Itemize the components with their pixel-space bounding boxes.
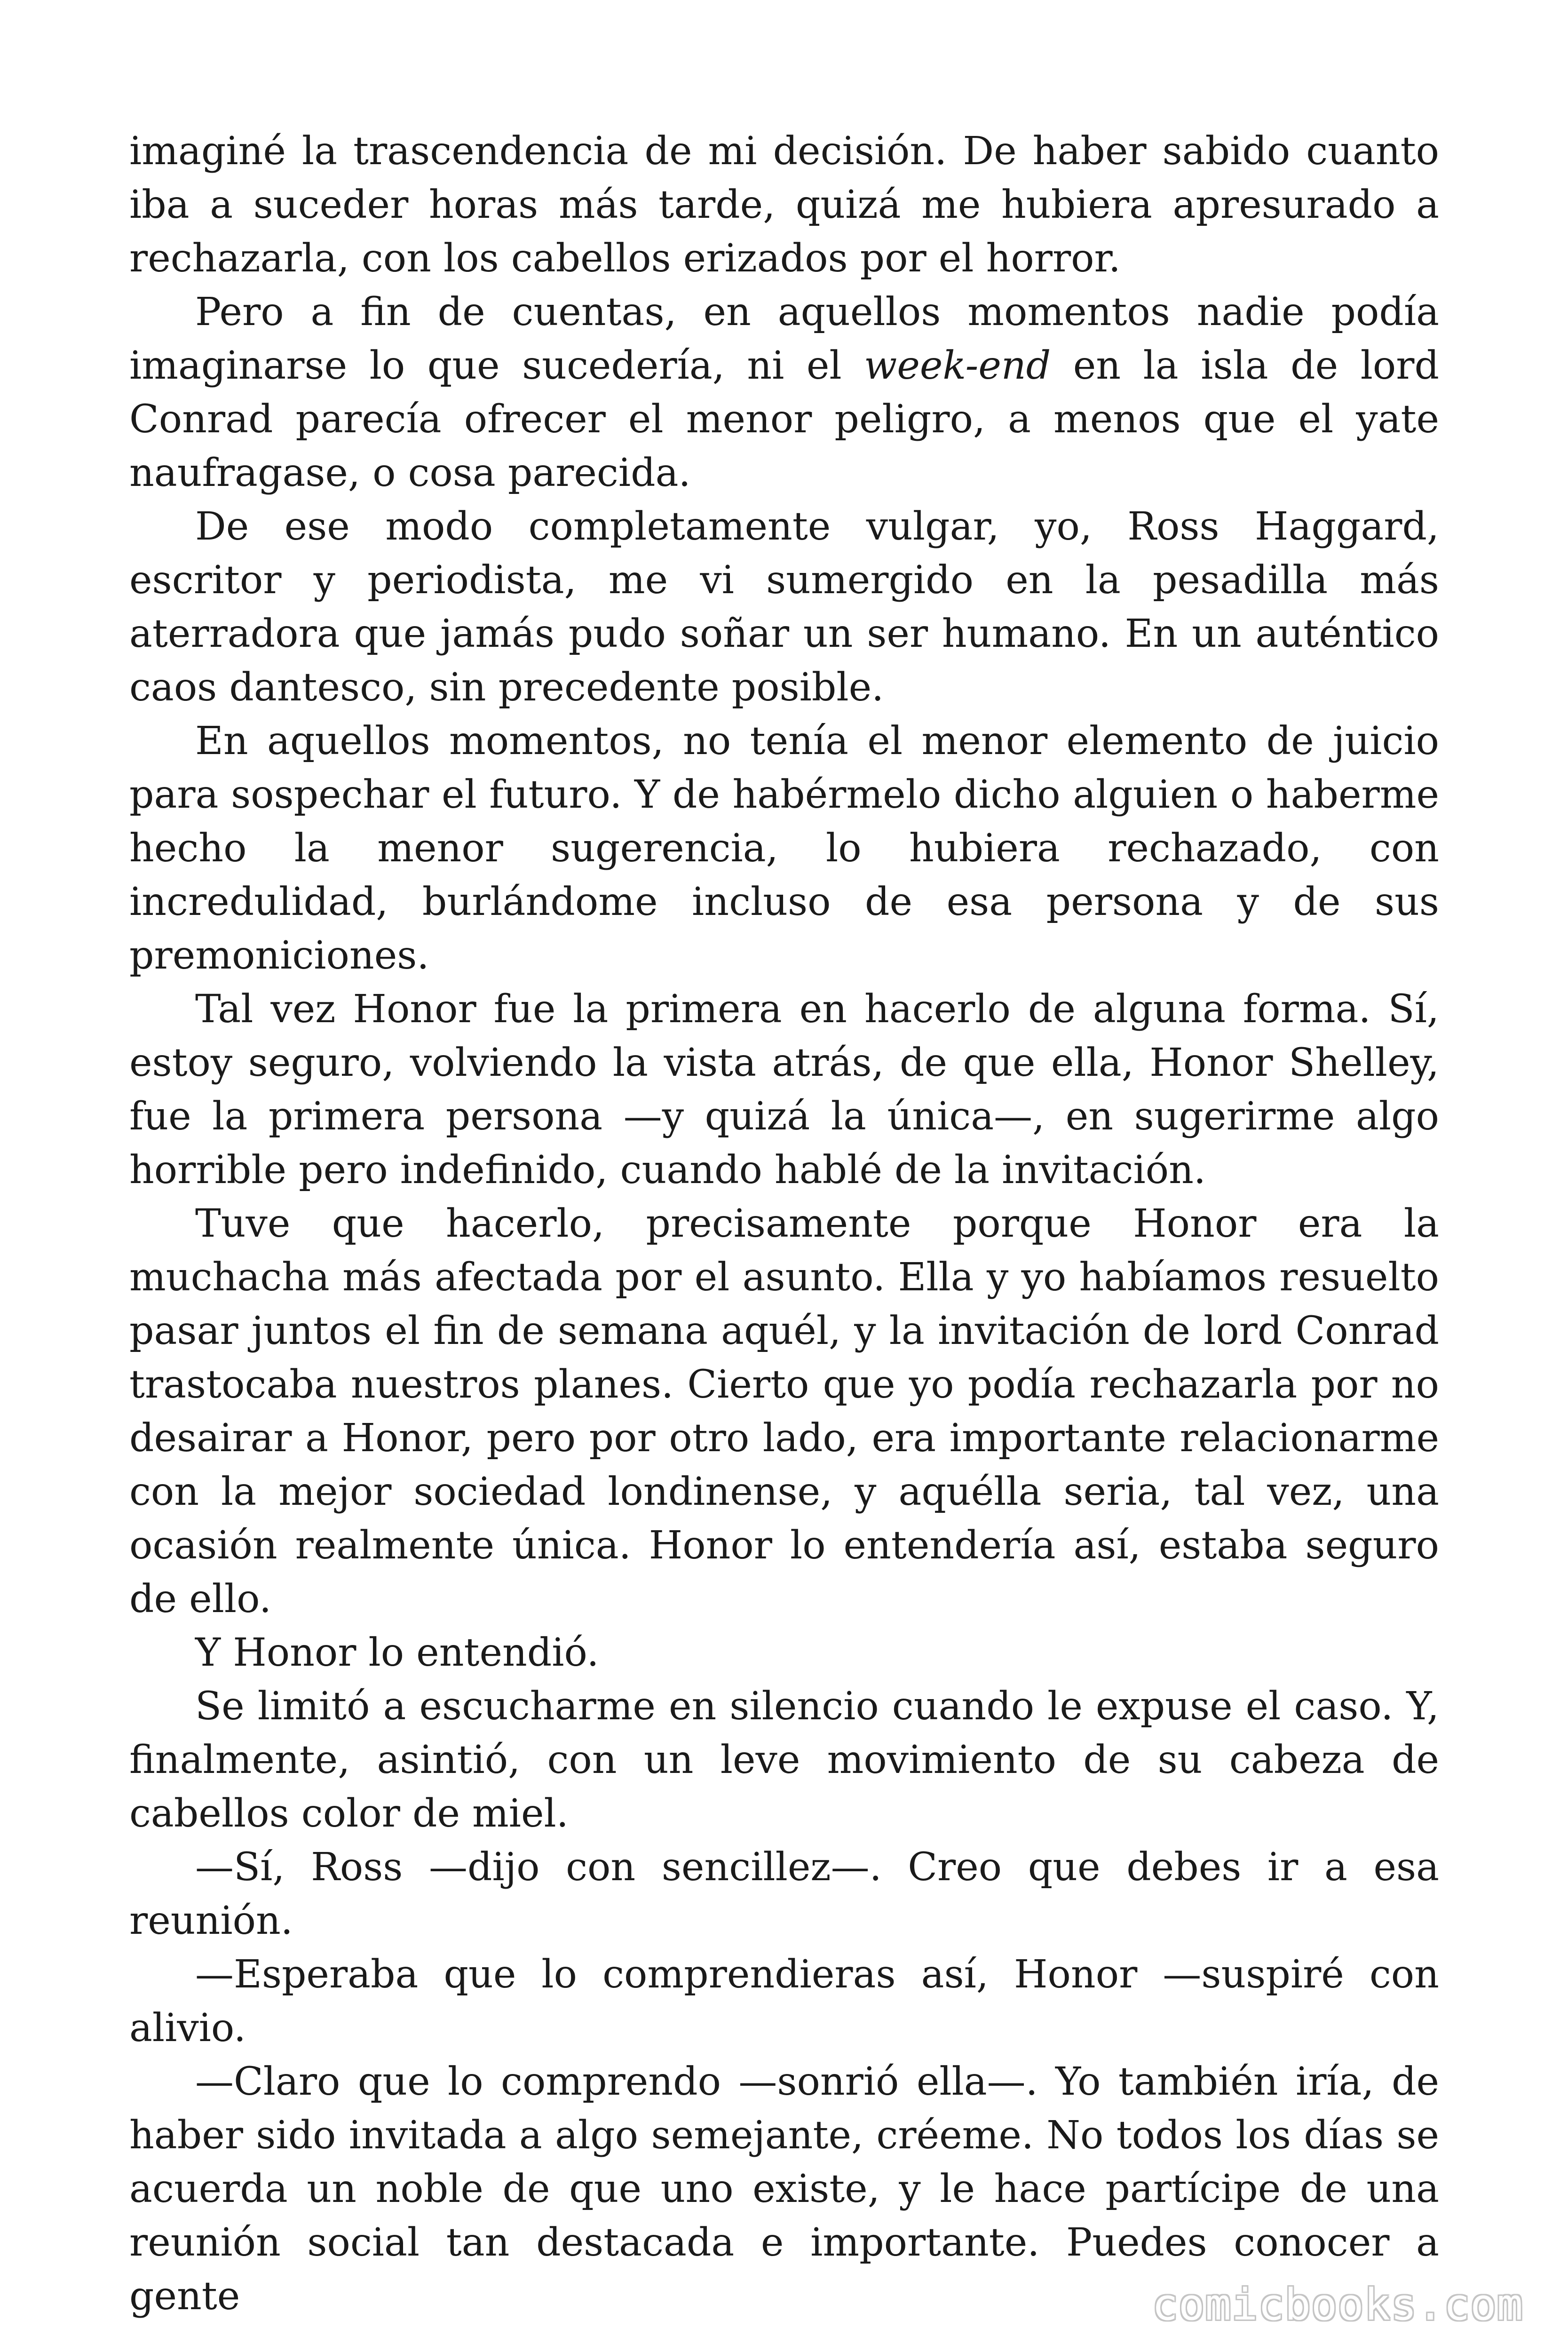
paragraph-2-start: Pero a fin de cuentas, en aquellos momentos nadie podía imaginarse lo que sucedería, ni el — [129, 290, 1439, 388]
paragraph-5: Tal vez Honor fue la primera en hacerlo de alguna forma. Sí, estoy seguro, volviendo la vista atrás, de que ella, Honor Shelley, fue la primera persona —y quizá la única—, en sugerirme algo horrible pero indefinido, cuando hablé de la invitación. — [129, 987, 1439, 1192]
paragraph-2-end: en la isla de lord Conrad parecía ofrecer el menor peligro, a menos que el yate naufragase, o cosa parecida. — [129, 343, 1439, 495]
paragraph-9: —Sí, Ross —dijo con sencillez—. Creo que debes ir a esa reunión. — [129, 1845, 1439, 1943]
italic-term: week-end — [864, 343, 1051, 388]
body-text — [129, 125, 1439, 2323]
paragraph-1: imaginé la trascendencia de mi decisión. De haber sabido cuanto iba a suceder horas más tarde, quizá me hubiera apresurado a rechazarla, con los cabellos erizados por el horror. — [129, 129, 1439, 281]
paragraph-10: —Esperaba que lo comprendieras así, Honor —suspiré con alivio. — [129, 1952, 1439, 2050]
paragraph-7: Y Honor lo entendió. — [195, 1630, 599, 1675]
paragraph-8: Se limitó a escucharme en silencio cuando le expuse el caso. Y, finalmente, asintió, con un leve movimiento de su cabeza de cabellos color de miel. — [129, 1684, 1439, 1836]
paragraph-2 — [129, 286, 1439, 500]
paragraph-4: En aquellos momentos, no tenía el menor elemento de juicio para sospechar el futuro. Y de habérmelo dicho alguien o haberme hecho la menor sugerencia, lo hubiera rechazado, con incredulidad, burlándome incluso de esa persona y de sus premoniciones. — [129, 719, 1439, 978]
paragraph-6: Tuve que hacerlo, precisamente porque Honor era la muchacha más afectada por el asunto. Ella y yo habíamos resuelto pasar juntos el fin de semana aquél, y la invitación de lord Conrad trastocaba nuestros planes. Cierto que yo podía rechazarla por no desairar a Honor, pero por otro lado, era importante relacionarme con la mejor sociedad londinense, y aquélla seria, tal vez, una ocasión realmente única. Honor lo entendería así, estaba seguro de ello. — [129, 1201, 1439, 1621]
watermark: comicbooks.com — [1152, 2280, 1523, 2330]
paragraph-3: De ese modo completamente vulgar, yo, Ross Haggard, escritor y periodista, me vi sumergido en la pesadilla más aterradora que jamás pudo soñar un ser humano. En un auténtico caos dantesco, sin precedente posible. — [129, 504, 1439, 710]
paragraph-11: —Claro que lo comprendo —sonrió ella—. Yo también iría, de haber sido invitada a algo semejante, créeme. No todos los días se acuerda un noble de que uno existe, y le hace partícipe de una reunión social tan destacada e importante. Puedes conocer a gente — [129, 2059, 1439, 2319]
